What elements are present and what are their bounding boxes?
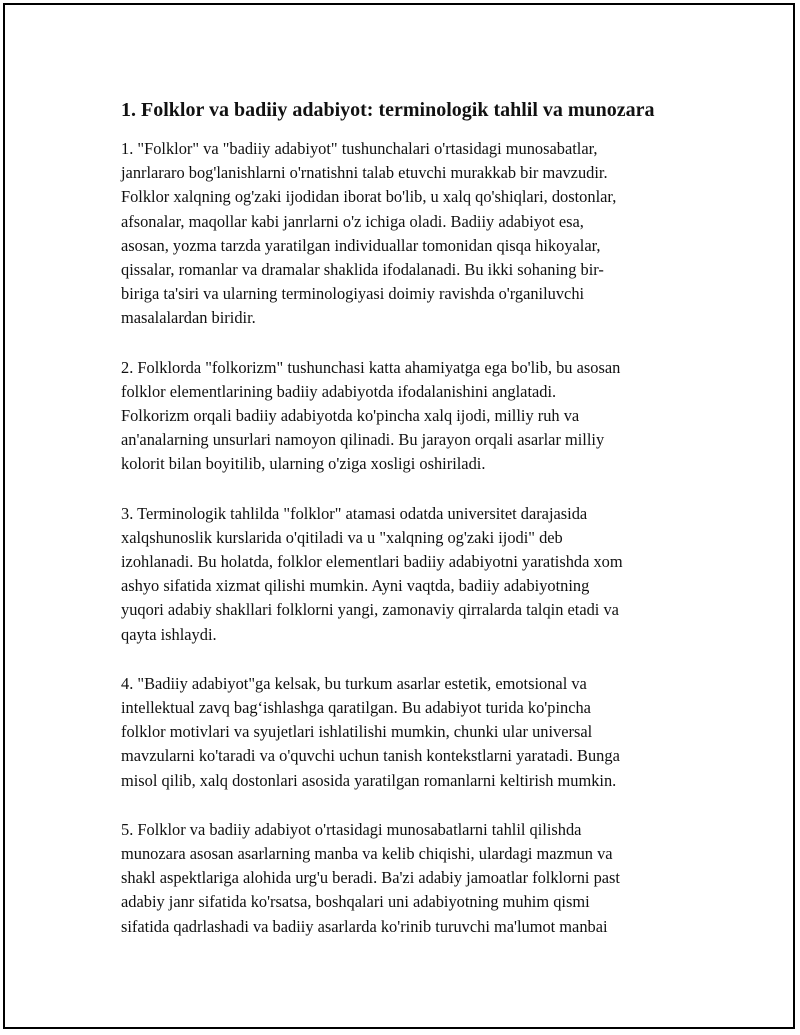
text-line: asosan, yozma tarzda yaratilgan individuallar tomonidan qisqa hikoyalar,: [121, 235, 601, 255]
text-line: janrlararo bog'lanishlarni o'rnatishni talab etuvchi murakkab bir mavzudir.: [121, 163, 608, 183]
text-line: 5. Folklor va badiiy adabiyot o'rtasidagi munosabatlarni tahlil qilishda: [121, 819, 582, 839]
paragraph-2: [121, 356, 691, 477]
text-line: 4. "Badiiy adabiyot"ga kelsak, bu turkum asarlar estetik, emotsional va: [121, 673, 587, 693]
text-line: folklor motivlari va syujetlari ishlatilishi mumkin, chunki ular universal: [121, 722, 593, 742]
text-line: qissalar, romanlar va dramalar shaklida ifodalanadi. Bu ikki sohaning bir-: [121, 260, 604, 280]
text-line: misol qilib, xalq dostonlari asosida yaratilgan romanlarni keltirish mumkin.: [121, 770, 617, 790]
paragraph-5: [121, 818, 691, 939]
text-line: an'analarning unsurlari namoyon qilinadi. Bu jarayon orqali asarlar milliy: [121, 430, 605, 450]
document-body: [121, 97, 691, 964]
text-line: shakl aspektlariga alohida urg'u beradi. Ba'zi adabiy jamoatlar folklorni past: [121, 868, 620, 888]
paragraph-list: [121, 137, 691, 939]
text-line: folklor elementlarining badiiy adabiyotda ifodalanishini anglatadi.: [121, 381, 557, 401]
text-line: adabiy janr sifatida ko'rsatsa, boshqalari uni adabiyotning muhim qismi: [121, 892, 590, 912]
text-line: qayta ishlaydi.: [121, 624, 217, 644]
text-line: mavzularni ko'taradi va o'quvchi uchun tanish kontekstlarni yaratadi. Bunga: [121, 746, 620, 766]
text-line: 2. Folklorda "folkorizm" tushunchasi katta ahamiyatga ega bo'lib, bu asosan: [121, 357, 621, 377]
text-line: kolorit bilan boyitilib, ularning o'ziga xosligi oshiriladi.: [121, 454, 486, 474]
text-line: biriga ta'siri va ularning terminologiyasi doimiy ravishda o'rganiluvchi: [121, 284, 585, 304]
text-line: afsonalar, maqollar kabi janrlarni o'z ichiga oladi. Badiiy adabiyot esa,: [121, 211, 584, 231]
paragraph-1: [121, 137, 691, 331]
document-page: [3, 3, 795, 1029]
text-line: izohlanadi. Bu holatda, folklor elementlari badiiy adabiyotni yaratishda xom: [121, 552, 623, 572]
text-line: yuqori adabiy shakllari folklorni yangi, zamonaviy qirralarda talqin etadi va: [121, 600, 619, 620]
paragraph-3: [121, 502, 691, 647]
text-line: sifatida qadrlashadi va badiiy asarlarda ko'rinib turuvchi ma'lumot manbai: [121, 916, 608, 936]
text-line: Folklor xalqning og'zaki ijodidan iborat bo'lib, u xalq qo'shiqlari, dostonlar,: [121, 187, 617, 207]
text-line: masalalardan biridir.: [121, 308, 256, 328]
text-line: munozara asosan asarlarning manba va kelib chiqishi, ulardagi mazmun va: [121, 844, 613, 864]
paragraph-4: [121, 672, 691, 793]
text-line: ashyo sifatida xizmat qilishi mumkin. Ayni vaqtda, badiiy adabiyotning: [121, 576, 590, 596]
text-line: 1. "Folklor" va "badiiy adabiyot" tushunchalari o'rtasidagi munosabatlar,: [121, 139, 598, 158]
text-line: 3. Terminologik tahlilda "folklor" atamasi odatda universitet darajasida: [121, 503, 588, 523]
text-line: xalqshunoslik kurslarida o'qitiladi va u "xalqning og'zaki ijodi" deb: [121, 527, 563, 547]
text-line: Folkorizm orqali badiiy adabiyotda ko'pincha xalq ijodi, milliy ruh va: [121, 406, 580, 426]
document-title: 1. Folklor va badiiy adabiyot: terminologik tahlil va munozara: [121, 99, 655, 121]
text-line: intellektual zavq bag‘ishlashga qaratilgan. Bu adabiyot turida ko'pincha: [121, 698, 591, 718]
